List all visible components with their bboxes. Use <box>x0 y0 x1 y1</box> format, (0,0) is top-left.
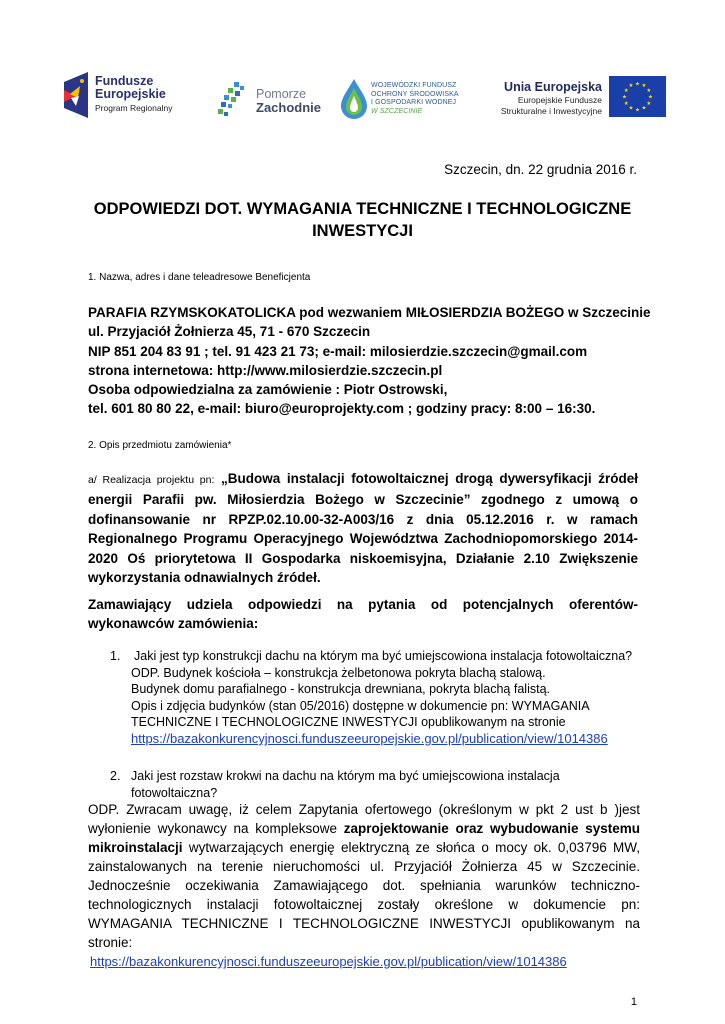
answer-2 <box>88 800 640 971</box>
svg-text:★: ★ <box>623 87 629 94</box>
pz-logo-line2: Zachodnie <box>256 100 322 115</box>
publication-link-1[interactable]: https://bazakonkurencyjnosci.funduszeeuropejskie.gov.pl/publication/view/1014386 <box>131 730 608 746</box>
fe-logo-line2: Europejskie <box>95 87 166 101</box>
wf-logo-line1: WOJEWÓDZKI FUNDUSZ <box>371 82 457 89</box>
answer-1-line: ODP. Budynek kościoła – konstrukcja żelbetonowa pokryta blachą stalową. <box>131 665 546 680</box>
description-lead: a/ Realizacja projektu pn: <box>88 474 215 486</box>
title-line-1: ODPOWIEDZI DOT. WYMAGANIA TECHNICZNE I TECHNOLOGICZNE <box>93 200 632 218</box>
beneficiary-line: PARAFIA RZYMSKOKATOLICKA pod wezwaniem MIŁOSIERDZIA BOŻEGO w Szczecinie <box>88 305 651 320</box>
question-2 <box>110 768 650 801</box>
ue-logo-sub2: Strukturalne i Inwestycyjne <box>500 106 602 116</box>
svg-text:★: ★ <box>635 81 640 88</box>
question-1-text: Jaki jest typ konstrukcji dachu na którym ma być umiejscowiona instalacja fotowoltaiczna? <box>134 649 633 663</box>
question-2-text: fotowoltaiczna? <box>131 785 218 800</box>
publication-link-2[interactable]: https://bazakonkurencyjnosci.funduszeeuropejskie.gov.pl/publication/view/1014386 <box>90 954 567 969</box>
fe-logo-line1: Fundusze <box>95 74 154 88</box>
project-description <box>88 469 638 587</box>
description-text: „Budowa instalacji fotowoltaicznej drogą dywersyfikacji źródeł energii Parafii pw. Miłosierdzia Bożego w Szczecinie” zgodnego z umową o dofinansowanie nr RPZP.02.10.00-32-A003/16 z dnia 05.12.2016 r. w ramach Regionalnego Programu Operacyjnego Województwa Zachodniopomorskiego 2014-2020 Oś priorytetowa II Gospodarka niskoemisyjna, Działanie 2.10 Zwiększenie wykorzystania odnawialnych źródeł. <box>88 471 638 586</box>
answer-2-bold: zaprojektowanie oraz wybudowanie systemu mikroinstalacji <box>88 821 640 855</box>
section-1-heading: 1. Nazwa, adres i dane teleadresowe Beneficjenta <box>88 272 311 283</box>
ue-logo-sub1: Europejskie Fundusze <box>517 95 602 105</box>
svg-text:★: ★ <box>628 83 634 90</box>
svg-text:★: ★ <box>641 83 647 90</box>
answer-2-text: wytwarzających energię elektryczną ze słońca o mocy ok. 0,03796 MW, zainstalowanych na terenie nieruchomości ul. Przyjaciół Żołnierza 45 w Szczecinie. Jednocześnie oczekiwania Zamawiającego dot. spełniania warunków techniczno-technologicznych instalacji fotowoltaicznej zostały określone w dokumencie pn: WYMAGANIA TECHNICZNE I TECHNOLOGICZNE INWESTYCJI opublikowanym na stronie: <box>88 840 640 950</box>
answer-1-line: Opis i zdjęcia budynków (stan 05/2016) dostępne w dokumencie pn: WYMAGANIA <box>131 698 590 713</box>
pomorze-pixel-icon <box>218 82 254 120</box>
svg-text:★: ★ <box>628 105 634 112</box>
document-date: Szczecin, dn. 22 grudnia 2016 r. <box>444 162 637 177</box>
answer-2-text: ODP. Zwracam uwagę, iż celem Zapytania ofertowego (określonym w pkt 2 ust b )jest wyłonienie wykonawcy na kompleksowe <box>88 802 640 836</box>
svg-text:★: ★ <box>646 87 652 94</box>
svg-text:★: ★ <box>641 105 647 112</box>
question-2-number: 2. <box>110 769 121 783</box>
answer-1-line: Budynek domu parafialnego - konstrukcja drewniana, pokryta blachą falistą. <box>131 682 550 697</box>
svg-text:★: ★ <box>622 94 627 101</box>
fe-logo-line3: Program Regionalny <box>95 103 173 113</box>
question-1-number: 1. <box>110 649 121 663</box>
water-drop-icon <box>340 78 368 120</box>
pz-logo-line1: Pomorze <box>256 87 307 101</box>
beneficiary-line: strona internetowa: http://www.milosierdzie.szczecin.pl <box>88 362 443 378</box>
answer-1-line: TECHNICZNE I TECHNOLOGICZNE INWESTYCJI opublikowanym na stronie <box>131 715 566 730</box>
beneficiary-line: Osoba odpowiedzialna za zamówienie : Piotr Ostrowski, <box>88 382 448 398</box>
svg-text:★: ★ <box>648 94 653 101</box>
wf-logo-line2: OCHRONY ŚRODOWISKA <box>371 90 459 98</box>
document-title <box>80 198 645 242</box>
wf-logo-line3: I GOSPODARKI WODNEJ <box>371 99 457 106</box>
question-1 <box>110 648 650 748</box>
beneficiary-line: tel. 601 80 80 22, e-mail: biuro@europrojekty.com ; godziny pracy: 8:00 – 16:30. <box>88 401 596 417</box>
pomorze-zachodnie-logo <box>218 80 322 122</box>
beneficiary-block <box>88 303 651 419</box>
wfosigw-logo <box>340 76 470 124</box>
ue-logo-title: Unia Europejska <box>504 80 602 94</box>
fundusze-europejskie-logo <box>62 72 192 122</box>
eu-flag-icon <box>609 76 666 117</box>
title-line-2: INWESTYCJI <box>312 222 413 240</box>
wf-logo-line4: W SZCZECINIE <box>371 107 423 115</box>
question-2-text: Jaki jest rozstaw krokwi na dachu na którym ma być umiejscowiona instalacja <box>131 769 560 783</box>
svg-text:★: ★ <box>646 100 652 107</box>
zamawiajacy-statement: Zamawiający udziela odpowiedzi na pytania od potencjalnych oferentów-wykonawców zamówienia: <box>88 597 638 631</box>
svg-text:★: ★ <box>635 107 640 114</box>
beneficiary-line: NIP 851 204 83 91 ; tel. 91 423 21 73; e-mail: milosierdzie.szczecin@gmail.com <box>88 343 588 359</box>
fe-star-icon <box>62 72 88 118</box>
unia-europejska-logo <box>498 80 602 120</box>
svg-text:★: ★ <box>623 100 629 107</box>
page-number: 1 <box>630 996 637 1008</box>
section-2-heading: 2. Opis przedmiotu zamówienia* <box>88 440 232 451</box>
beneficiary-line: ul. Przyjaciół Żołnierza 45, 71 - 670 Szczecin <box>88 324 371 340</box>
